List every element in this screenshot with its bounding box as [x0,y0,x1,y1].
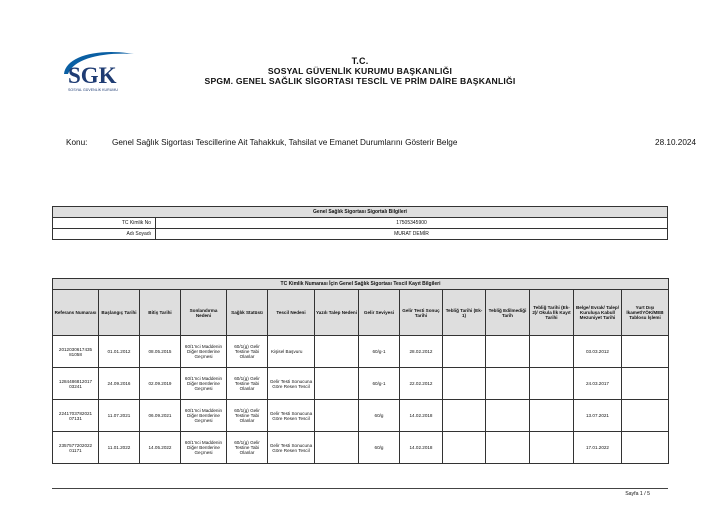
full-name-value: MURAT DEMİR [156,229,668,240]
table-cell: 14.02.2018 [400,432,443,464]
tc-number-label: TC Kimlik No [53,218,156,229]
document-header [160,56,560,86]
table-cell [315,400,359,432]
document-date: 28.10.2024 [655,138,696,147]
insured-info-table [52,206,668,240]
table-cell: 28.02.2012 [400,336,443,368]
col-header: Gelir Testi Sonuç Tarihi [400,290,443,336]
table-cell: 60/g-1 [359,368,400,400]
col-header: Sağlık Statüsü [227,290,268,336]
table-cell [443,432,486,464]
col-header: Yurt Dışı İkamet/YÖK/MEB Tablosu İşlemi [622,290,669,336]
table-row [53,336,669,368]
table-cell: 60/g [359,400,400,432]
table-cell: 24.03.2017 [574,368,622,400]
registration-table-title: TC Kimlik Numarası İçin Genel Sağlık Sigortası Tescil Kayıt Bilgileri [53,279,669,290]
table-cell [530,400,574,432]
col-header: Gelir Seviyesi [359,290,400,336]
table-cell: 60/1(g) Gelir Testine Tabi Olanlar [227,336,268,368]
sgk-logo [58,44,140,96]
col-header: Tebliğ Tarihi (Ek-2)/ Okula İlk Kayıt Tarihi [530,290,574,336]
table-cell: 14.02.2018 [400,400,443,432]
table-row [53,368,669,400]
table-cell: 60/1'nci Maddenin Diğer Bentlerine Geçmesi [181,432,227,464]
table-row [53,400,669,432]
table-cell [622,400,669,432]
table-cell [443,336,486,368]
logo-text: SGK [68,63,117,88]
table-cell: 60/g [359,432,400,464]
table-cell: 60/1'nci Maddenin Diğer Bentlerine Geçmesi [181,336,227,368]
table-cell: 2357577202022 01171 [53,432,99,464]
table-cell [315,432,359,464]
table-cell: 01.01.2012 [99,336,140,368]
table-cell: Gelir Testi Sonucuna Göre Resen Tescil [268,368,315,400]
col-header: Yazılı Talep Nedeni [315,290,359,336]
table-cell [622,432,669,464]
table-cell [530,368,574,400]
table-cell: 60/1(g) Gelir Testine Tabi Olanlar [227,432,268,464]
table-cell: 13.07.2021 [574,400,622,432]
table-cell [486,336,530,368]
header-institution: SOSYAL GÜVENLİK KURUMU BAŞKANLIĞI [267,66,453,76]
table-cell: 2012030617435 81058 [53,336,99,368]
table-cell: 24.09.2016 [99,368,140,400]
table-cell [443,368,486,400]
header-tc: T.C. [351,56,369,66]
table-cell: 60/g-1 [359,336,400,368]
table-cell: 1284486812017 03241 [53,368,99,400]
logo-subtext: SOSYAL GÜVENLİK KURUMU [68,88,118,92]
table-cell: 60/1'nci Maddenin Diğer Bentlerine Geçmesi [181,400,227,432]
table-cell: Gelir Testi Sonucuna Göre Resen Tescil [268,400,315,432]
table-cell: 14.05.2022 [140,432,181,464]
full-name-label: Adı Soyadı [53,229,156,240]
table-cell: 11.01.2022 [99,432,140,464]
table-cell: 06.09.2021 [140,400,181,432]
page-number: Sayfa 1 / 5 [625,491,650,497]
table-cell [622,368,669,400]
insured-info-title: Genel Sağlık Sigortası Sigortalı Bilgileri [53,207,668,218]
col-header: Bitiş Tarihi [140,290,181,336]
table-cell: 60/1'nci Maddenin Diğer Bentlerine Geçmesi [181,368,227,400]
table-cell [443,400,486,432]
registration-table-header [53,290,669,336]
col-header: Belge/ Evrak/ Talep/ Kuruluşa Kabul/ Mezuniyet Tarihi [574,290,622,336]
table-cell [315,336,359,368]
table-cell: 60/1(g) Gelir Testine Tabi Olanlar [227,368,268,400]
table-cell [622,336,669,368]
col-header: Sonlandırma Nedeni [181,290,227,336]
subject-label: Konu: [66,138,88,147]
table-cell: Gelir Testi Sonucuna Göre Resen Tescil [268,432,315,464]
table-cell [530,336,574,368]
table-cell: 17.01.2022 [574,432,622,464]
table-cell [486,368,530,400]
subject-text: Genel Sağlık Sigortası Tescillerine Ait Tahakkuk, Tahsilat ve Emanet Durumlarını Gösterir Belge [112,138,458,147]
table-cell [486,432,530,464]
table-cell [486,400,530,432]
tc-number-value: 17505345900 [156,218,668,229]
footer-divider [52,488,668,489]
table-cell: 02.09.2019 [140,368,181,400]
table-cell: 08.05.2015 [140,336,181,368]
header-department: SPGM. GENEL SAĞLIK SİGORTASI TESCİL VE PRİM DAİRE BAŞKANLIĞI [204,76,516,86]
table-row [53,432,669,464]
col-header: Tebliğ Edilmediği Tarih [486,290,530,336]
table-cell: 60/1(g) Gelir Testine Tabi Olanlar [227,400,268,432]
table-cell: Kişisel Başvuru [268,336,315,368]
table-cell [530,432,574,464]
col-header: Başlangıç Tarihi [99,290,140,336]
col-header: Tescil Nedeni [268,290,315,336]
col-header: Referans Numarası [53,290,99,336]
table-cell: 11.07.2021 [99,400,140,432]
col-header: Tebliğ Tarihi (Ek-1) [443,290,486,336]
table-cell: 03.03.2012 [574,336,622,368]
table-cell: 2241703782021 07131 [53,400,99,432]
registration-table [52,278,669,464]
table-cell [315,368,359,400]
table-cell: 22.02.2012 [400,368,443,400]
